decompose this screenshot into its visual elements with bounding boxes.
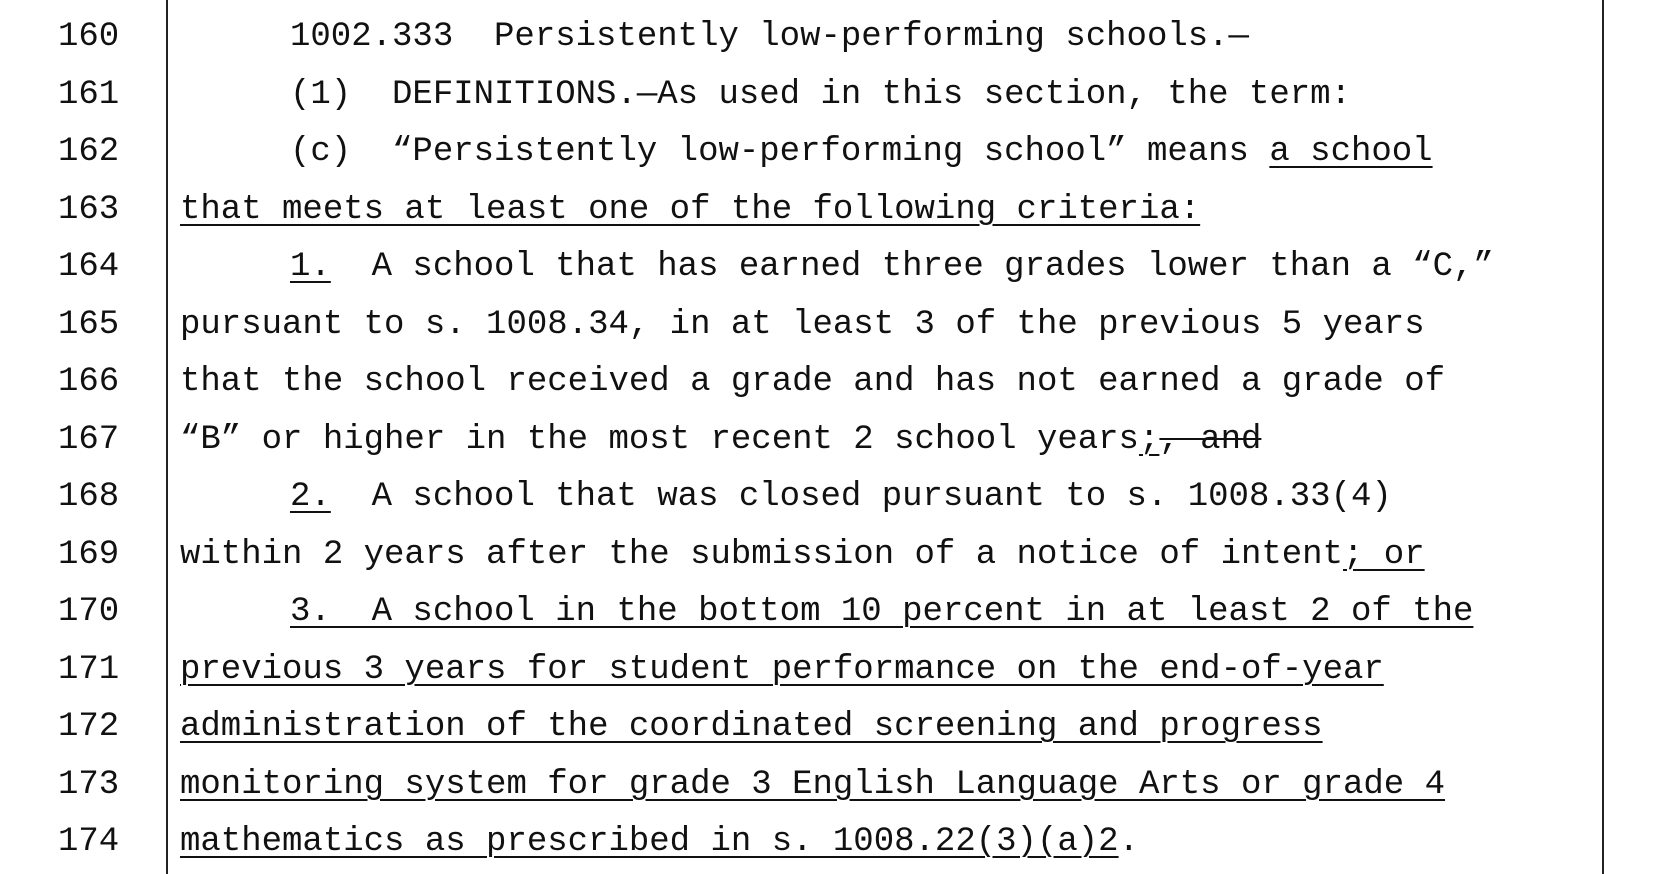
bill-line: [0, 757, 1674, 814]
bill-line: [0, 124, 1674, 181]
line-number: 171: [58, 650, 120, 689]
line-number: 164: [58, 248, 120, 286]
line-text: [290, 469, 1392, 526]
line-number: 174: [58, 823, 120, 861]
line-text: [290, 584, 1473, 641]
existing-text: (c) “Persistently low-performing school” means: [290, 133, 1270, 171]
existing-text: pursuant to s. 1008.34, in at least 3 of the previous 5 years: [180, 305, 1425, 344]
deleted-text: , and: [1159, 420, 1262, 459]
existing-text: .: [1118, 823, 1139, 861]
inserted-text: monitoring system for grade 3 English Language Arts or grade 4: [180, 765, 1446, 804]
line-text: [290, 67, 1351, 124]
line-number: 172: [58, 708, 120, 746]
line-text: [180, 412, 1261, 469]
line-number: 161: [58, 75, 120, 114]
line-text: [180, 642, 1384, 699]
inserted-text: administration of the coordinated screening and progress: [180, 708, 1323, 746]
existing-text: A school that was closed pursuant to s. 1008.33(4): [330, 478, 1392, 516]
line-number: 167: [58, 420, 120, 459]
inserted-text: 1.: [290, 248, 331, 286]
line-text: [290, 239, 1494, 296]
inserted-text: 3. A school in the bottom 10 percent in at least 2 of the: [290, 593, 1474, 631]
bill-line: [0, 354, 1674, 411]
bill-line: [0, 412, 1674, 469]
existing-text: A school that has earned three grades lower than a “C,”: [330, 248, 1494, 286]
line-number: 169: [58, 535, 120, 574]
line-number: 166: [58, 363, 120, 401]
bill-line: [0, 297, 1674, 354]
bill-line: [0, 699, 1674, 756]
line-text: [180, 757, 1445, 814]
existing-text: that the school received a grade and has not earned a grade of: [180, 363, 1446, 401]
line-number: 163: [58, 190, 120, 229]
line-number: 162: [58, 133, 120, 171]
line-number: 173: [58, 765, 120, 804]
bill-line: [0, 9, 1674, 66]
bill-line: [0, 584, 1674, 641]
inserted-text: previous 3 years for student performance on the end-of-year: [180, 650, 1384, 689]
bill-line: [0, 814, 1674, 871]
inserted-text: mathematics as prescribed in s. 1008.22(3)(a)2: [180, 823, 1119, 861]
existing-text: within 2 years after the submission of a notice of intent: [180, 535, 1343, 574]
inserted-text: ;: [1138, 420, 1160, 459]
bill-line: [0, 642, 1674, 699]
existing-text: 1002.333 Persistently low-performing schools.—: [290, 18, 1249, 56]
bill-line: [0, 67, 1674, 124]
bill-line: [0, 182, 1674, 239]
line-text: [180, 182, 1200, 239]
line-text: [180, 354, 1445, 411]
line-number: 170: [58, 593, 120, 631]
inserted-text: a school: [1269, 133, 1433, 171]
line-text: [290, 9, 1249, 66]
line-number: 168: [58, 478, 120, 516]
line-text: [180, 699, 1323, 756]
existing-text: “B” or higher in the most recent 2 school years: [180, 420, 1139, 459]
inserted-text: 2.: [290, 478, 331, 516]
bill-line: [0, 239, 1674, 296]
line-text: [290, 124, 1433, 181]
line-number: 160: [58, 18, 120, 56]
bill-line: [0, 469, 1674, 526]
existing-text: (1) DEFINITIONS.—As used in this section, the term:: [290, 75, 1351, 114]
bill-line: [0, 527, 1674, 584]
inserted-text: ; or: [1343, 535, 1425, 574]
line-number: 165: [58, 305, 120, 344]
line-text: [180, 814, 1139, 871]
line-text: [180, 527, 1425, 584]
line-text: [180, 297, 1425, 354]
inserted-text: that meets at least one of the following criteria:: [180, 190, 1201, 229]
